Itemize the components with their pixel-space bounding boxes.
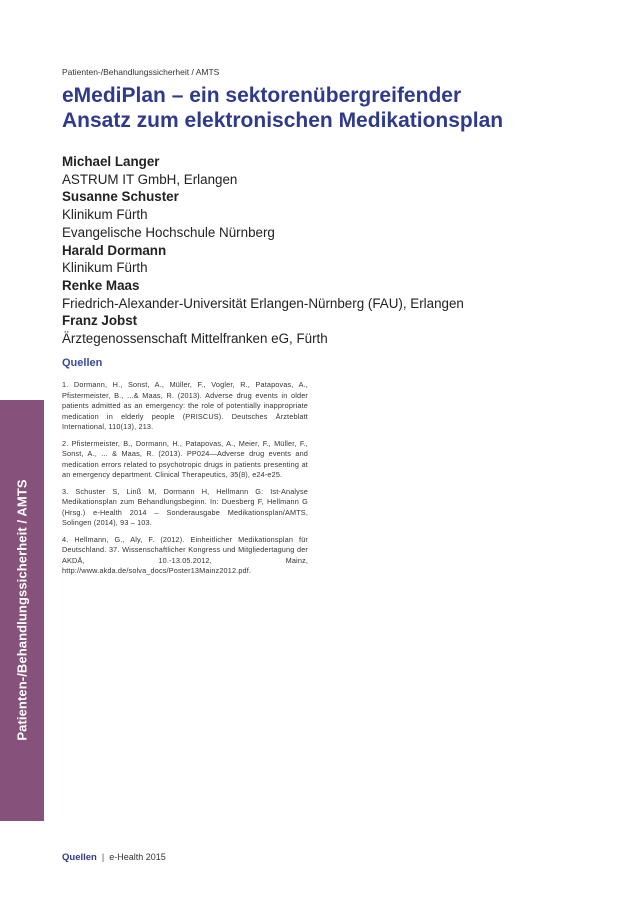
author-affiliation: Friedrich-Alexander-Universität Erlangen-Nürnberg (FAU), Erlangen	[62, 295, 464, 311]
author-affiliation: Evangelische Hochschule Nürnberg	[62, 224, 275, 240]
sidebar-label: Patienten-/Behandlungssicherheit / AMTS	[14, 479, 30, 741]
footer-section-label: Quellen	[62, 852, 97, 863]
author-name: Franz Jobst	[62, 313, 138, 329]
reference-item: 4. Hellmann, G., Aly, F. (2012). Einheitlicher Medikationsplan für Deutschland. 37. Wissenschaftlicher Kongress und Mitgliedertagung der AKDÄ, 10.-13.05.2012, Mainz, http://www.akda.de/solva_docs/Poster13Mainz2012.pdf.	[62, 534, 308, 575]
author-affiliation: Ärztegenossenschaft Mittelfranken eG, Fürth	[62, 331, 328, 347]
footer-separator: |	[101, 852, 105, 862]
author-list	[62, 153, 622, 348]
author-affiliation: Klinikum Fürth	[62, 207, 148, 223]
author-name: Susanne Schuster	[62, 189, 179, 205]
author-name: Renke Maas	[62, 277, 140, 293]
reference-item: 2. Pfistermeister, B., Dormann, H., Patapovas, A., Meier, F., Müller, F., Sonst, A., ... & Maas, R. (2013). PP024—Adverse drug events and medication errors related to psychotropic drugs in patients presenting at an emergency department. Clinical Therapeutics, 35(8), e24-e25.	[62, 438, 308, 479]
author-name: Harald Dormann	[62, 242, 167, 258]
sidebar-label-wrap	[0, 400, 44, 821]
author-name: Michael Langer	[62, 154, 160, 169]
sources-heading: Quellen	[62, 357, 103, 369]
title-line-2: Ansatz zum elektronischen Medikationsplan	[62, 109, 504, 132]
title-line-1: eMediPlan – ein sektorenübergreifender	[62, 84, 462, 107]
author-affiliation: ASTRUM IT GmbH, Erlangen	[62, 171, 238, 187]
reference-list	[62, 380, 308, 583]
article-title	[62, 83, 602, 133]
footer-publication: e-Health 2015	[109, 852, 166, 862]
section-kicker: Patienten-/Behandlungssicherheit / AMTS	[62, 67, 220, 77]
reference-item: 1. Dormann, H., Sonst, A., Müller, F., Vogler, R., Patapovas, A., Pfistermeister, B., ...& Maas, R. (2013). Adverse drug events in older patients admitted as an emergency: the role of potentially inappropriate medication in elderly people (PRISCUS). Deutsches Ärzteblatt International, 110(13), 213.	[62, 380, 308, 431]
page-footer	[62, 852, 166, 863]
author-affiliation: Klinikum Fürth	[62, 260, 148, 276]
reference-item: 3. Schuster S, Linß M, Dormann H, Hellmann G: Ist-Analyse Medikationsplan zum Behandlungsbeginn. In: Duesberg F, Hellmann G (Hrsg.) e-Health 2014 – Sonderausgabe Medikationsplan/AMTS, Solingen (2014), 93 – 103.	[62, 486, 308, 527]
